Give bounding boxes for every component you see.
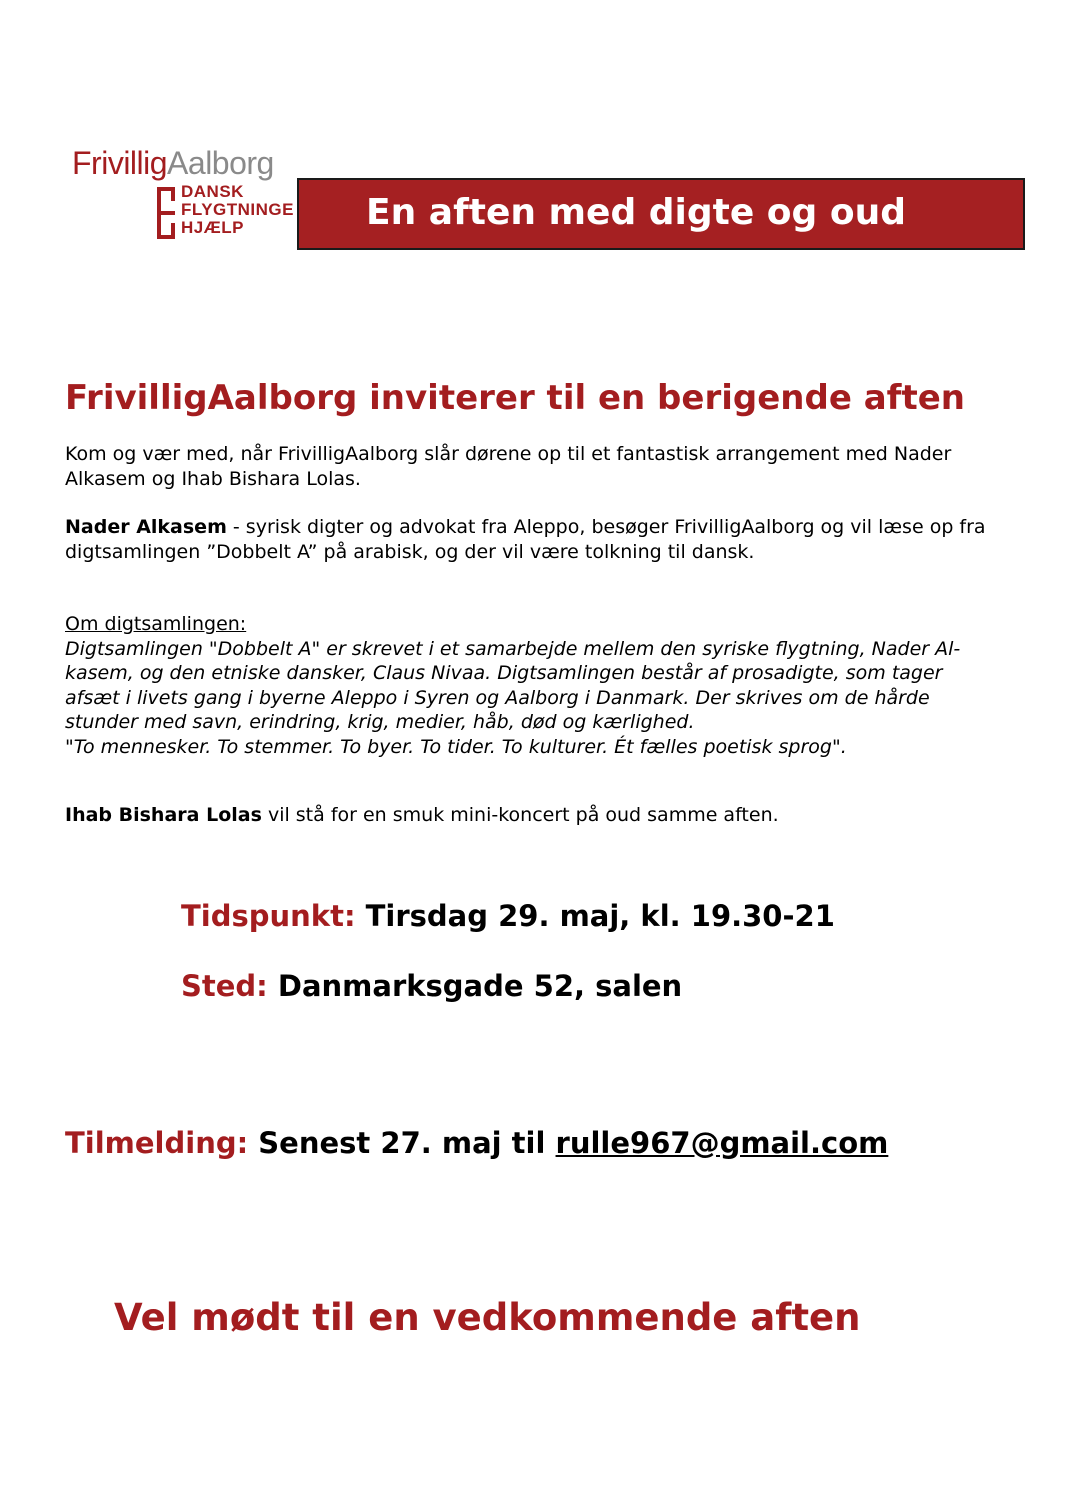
time-label: Tidspunkt:: [181, 899, 356, 933]
collection-quote: "To mennesker. To stemmer. To byer. To tider. To kulturer. Ét fælles poetisk sprog".: [65, 735, 847, 758]
place-label: Sted:: [181, 969, 268, 1003]
signup-value: Senest 27. maj til: [248, 1126, 556, 1160]
dfh-line-1: DANSK: [181, 182, 244, 201]
collection-line: stunder med savn, erindring, krig, medier, håb, død og kærlighed.: [65, 711, 695, 733]
intro-paragraph: Kom og vær med, når FrivilligAalborg slår dørene op til et fantastisk arrangement med Nader Alkasem og Ihab Bishara Lolas.: [65, 443, 952, 490]
banner-title: En aften med digte og oud: [366, 192, 906, 233]
event-time: [181, 899, 835, 933]
dfh-line-2: FLYGTNINGE: [181, 200, 294, 219]
title-banner: [297, 178, 1025, 250]
collection-section: [65, 612, 1025, 759]
dfh-mark-icon: [155, 187, 177, 239]
collection-line: afsæt i livets gang i byerne Aleppo i Syren og Aalborg i Danmark. Der skrives om de hårde: [65, 686, 930, 709]
dfh-line-3: HJÆLP: [181, 218, 244, 237]
logo-word-aalborg: Aalborg: [167, 145, 274, 181]
collection-line: Digtsamlingen "Dobbelt A" er skrevet i et samarbejde mellem den syriske flygtning, Nader Al-: [65, 637, 961, 660]
collection-heading: Om digtsamlingen:: [65, 613, 247, 635]
signup: [65, 1126, 888, 1160]
headline: FrivilligAalborg inviterer til en berigende aften: [65, 378, 965, 418]
ihab-name: Ihab Bishara Lolas: [65, 804, 262, 826]
nader-text: - syrisk digter og advokat fra Aleppo, besøger FrivilligAalborg og vil læse op fra digtsamlingen ”Dobbelt A” på arabisk, og der vil være tolkning til dansk.: [65, 516, 986, 563]
event-place: [181, 969, 682, 1003]
frivilligaalborg-logo: [72, 145, 274, 181]
time-value: Tirsdag 29. maj, kl. 19.30-21: [355, 899, 835, 933]
dansk-flygtningehjaelp-logo: [155, 183, 295, 243]
signup-email-link[interactable]: rulle967@gmail.com: [555, 1126, 889, 1160]
place-value: Danmarksgade 52, salen: [267, 969, 683, 1003]
nader-paragraph: [65, 515, 1015, 564]
ihab-text: vil stå for en smuk mini-koncert på oud samme aften.: [261, 804, 779, 826]
closing-line: Vel mødt til en vedkommende aften: [114, 1296, 861, 1339]
ihab-paragraph: [65, 803, 1015, 828]
signup-label: Tilmelding:: [65, 1126, 249, 1160]
dfh-wordmark: [181, 183, 294, 237]
collection-line: kasem, og den etniske dansker, Claus Nivaa. Digtsamlingen består af prosadigte, som tager: [65, 662, 943, 684]
nader-name: Nader Alkasem: [65, 516, 227, 538]
logo-word-frivillig: Frivillig: [72, 145, 168, 181]
